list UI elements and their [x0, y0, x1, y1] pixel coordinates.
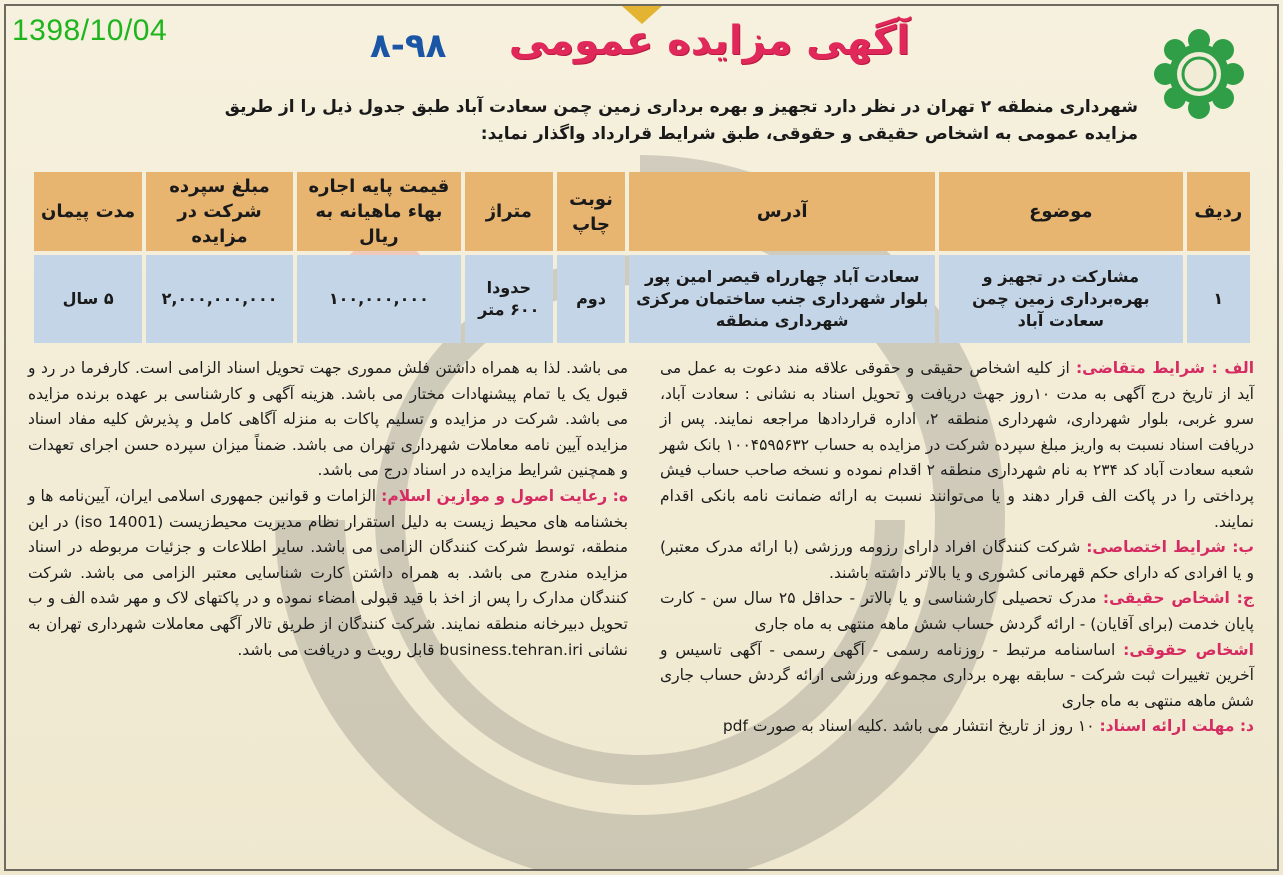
condition-legal-text: اساسنامه مرتبط - روزنامه رسمی - آگهی رسمی - آگهی تاسیس و آخرین تغییرات ثبت شرکت - سابقه بهره برداری مجموعه ورزشی ارائه گردش حساب جاری شش ماهه منتهی به ماه جاری — [660, 640, 1254, 710]
condition-e-text: الزامات و قوانین جمهوری اسلامی ایران، آیین‌نامه ها و بخشنامه های محیط زیست به دلیل استقرار نظام مدیریت محیط‌زیست (iso 14001) در این منطقه، توسط شرکت کنندگان الزامی می باشد. سایر اطلاعات و جزئیات مربوطه در اسناد مزایده مندرج می باشد. به همراه داشتن کارت شناسایی معتبر الزامی می باشد. شرکت کنندگان مدارک را پس از اخذ با قید قبولی امضاء نموده و در پاکتهای لاک و مهر شده الف و ب تحویل دبیرخانه منطقه نمایند. شرکت کنندگان از طریق تالار آگهی معاملات شهرداری تهران به نشانی — [28, 486, 628, 659]
condition-c-text: مدرک تحصیلی کارشناسی و یا بالاتر - حداقل ۲۵ سال سن - کارت پایان خدمت (برای آقایان) - ارائه گردش حساب شش ماهه منتهی به ماه جاری — [660, 589, 1254, 633]
col-deposit: مبلغ سپرده شرکت در مزایده — [146, 172, 293, 251]
condition-a — [660, 356, 1254, 535]
table-row — [34, 255, 1250, 343]
condition-e-label: ه: رعایت اصول و موازین اسلام: — [381, 486, 628, 505]
col-duration: مدت پیمان — [34, 172, 142, 251]
col-address: آدرس — [629, 172, 935, 251]
cell-duration: ۵ سال — [34, 255, 142, 343]
cell-subject: مشارکت در تجهیز و بهره‌برداری زمین چمن سعادت آباد — [939, 255, 1182, 343]
condition-e-tail: قابل رویت و دریافت می باشد. — [237, 640, 440, 659]
col-base-price: قیمت پایه اجاره بهاء ماهیانه به ریال — [297, 172, 461, 251]
cell-row: ۱ — [1187, 255, 1250, 343]
cell-base-price: ۱۰۰,۰۰۰,۰۰۰ — [297, 255, 461, 343]
col-subject: موضوع — [939, 172, 1182, 251]
ad-header — [370, 18, 910, 88]
condition-b-text: شرکت کنندگان افراد دارای رزومه ورزشی (با ارائه مدرک معتبر) و یا افرادی که دارای حکم قهرمانی کشوری و یا بالاتر داشته باشند. — [660, 538, 1254, 582]
col-row: ردیف — [1187, 172, 1250, 251]
condition-d-text: ۱۰ روز از تاریخ انتشار می باشد .کلیه اسناد به صورت pdf — [722, 717, 1100, 736]
ad-title: آگهی مزایده عمومی — [508, 18, 910, 64]
col-area: متراژ — [465, 172, 553, 251]
tender-website-link[interactable]: business.tehran.iri — [439, 640, 583, 659]
condition-c — [660, 586, 1254, 637]
cell-print-turn: دوم — [557, 255, 626, 343]
intro-text: در نظر دارد تجهیز و بهره برداری زمین چمن سعادت آباد طبق جدول ذیل را از طریق مزایده عمومی به اشخاص حقیقی و حقوقی، طبق شرایط قرارداد واگذار نماید: — [224, 97, 1138, 144]
condition-d — [660, 714, 1254, 740]
col-print-turn: نوبت چاپ — [557, 172, 626, 251]
intro-paragraph — [180, 94, 1138, 148]
publication-date: 1398/10/04 — [12, 14, 168, 47]
condition-a-label: الف : شرایط متقاضی: — [1075, 359, 1255, 377]
conditions-right-column — [660, 356, 1254, 740]
condition-b — [660, 535, 1254, 586]
cell-area: حدودا ۶۰۰ متر — [465, 255, 553, 343]
tehran-municipality-logo — [1140, 28, 1258, 120]
intro-municipality: شهرداری منطقه ۲ تهران — [926, 97, 1138, 117]
conditions-left-column — [28, 356, 628, 663]
auction-table — [30, 168, 1254, 347]
condition-c-label: ج: اشخاص حقیقی: — [1102, 589, 1254, 608]
condition-legal — [660, 638, 1254, 715]
ad-number: ۸-۹۸ — [370, 26, 447, 66]
condition-d-label: د: مهلت ارائه اسناد: — [1099, 717, 1254, 736]
left-intro: می باشد. لذا به همراه داشتن فلش مموری جهت تحویل اسناد الزامی است. کارفرما در رد و قبول یک یا تمام پیشنهادات مختار می باشد. هزینه آگهی و کارشناسی بر عهده برنده مزایده می باشد. شرکت در مزایده و تسلیم پاکات به منزله آگاهی کامل و پذیرش کلیه مفاد اسناد مزایده آیین نامه معاملات شهرداری تهران می باشد. ضمناً میزان سپرده حسن اجرای تعهدات و همچنین شرایط مزایده در اسناد درج می باشد. — [28, 359, 628, 480]
condition-a-text: از کلیه اشخاص حقیقی و حقوقی علاقه مند دعوت به عمل می آید از تاریخ درج آگهی به مدت ۱۰روز جهت دریافت و تحویل اسناد به نشانی : سعادت آباد، سرو غربی، بلوار شهرداری، شهرداری منطقه ۲، اداره قراردادها مراجعه نمایند. پس از دریافت اسناد نسبت به واریز مبلغ سپرده شرکت در مزایده به حساب ۱۰۰۴۵۹۵۶۳۲ بانک شهر شعبه سعادت آباد کد ۲۳۴ به نام شهرداری منطقه ۲ اقدام نموده و نسخه صاحب حساب فیش پرداختی را در پاکت الف قرار دهند و یا می‌توانند نسبت به ارائه ضمانت نامه بانکی اقدام نمایند. — [660, 359, 1255, 531]
cell-address: سعادت آباد چهارراه قیصر امین پور بلوار شهرداری جنب ساختمان مرکزی شهرداری منطقه — [629, 255, 935, 343]
table-header-row — [34, 172, 1250, 251]
condition-b-label: ب: شرایط اختصاصی: — [1086, 538, 1254, 557]
condition-e — [28, 484, 628, 663]
condition-legal-label: اشخاص حقوقی: — [1123, 640, 1254, 659]
cell-deposit: ۲,۰۰۰,۰۰۰,۰۰۰ — [146, 255, 293, 343]
